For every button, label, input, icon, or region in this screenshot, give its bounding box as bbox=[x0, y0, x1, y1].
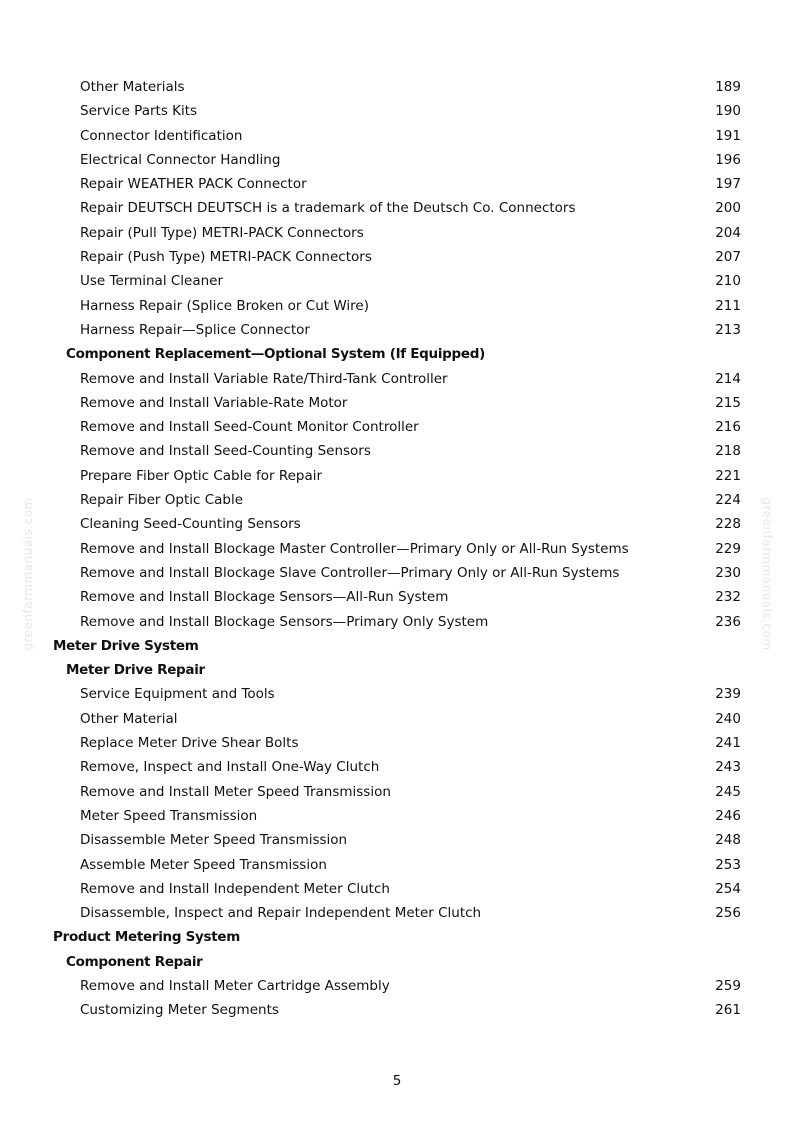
toc-entry-title: Repair WEATHER PACK Connector bbox=[80, 176, 307, 193]
toc-entry-page: 210 bbox=[715, 273, 741, 290]
toc-entry-title: Product Metering System bbox=[53, 929, 241, 946]
toc-entry-page: 229 bbox=[715, 540, 741, 557]
toc-entry[interactable] bbox=[0, 512, 794, 536]
toc-entry-page: 221 bbox=[715, 467, 741, 484]
toc-entry-page: 239 bbox=[715, 686, 741, 703]
toc-section-heading[interactable] bbox=[0, 634, 794, 658]
toc-section-heading[interactable] bbox=[0, 658, 794, 682]
toc-entry-title: Remove and Install Variable-Rate Motor bbox=[80, 394, 348, 411]
page-number: 5 bbox=[392, 1073, 402, 1089]
toc-entry-title: Other Materials bbox=[80, 79, 185, 95]
toc-entry[interactable] bbox=[0, 148, 794, 172]
toc-entry-title: Disassemble Meter Speed Transmission bbox=[80, 832, 348, 849]
toc-entry-title: Remove and Install Blockage Master Controller—Primary Only or All-Run Systems bbox=[80, 540, 629, 557]
toc-entry-page: 240 bbox=[715, 710, 741, 727]
toc-entry-page: 224 bbox=[715, 492, 741, 509]
watermark-right: greenfarmmanuals.com bbox=[760, 497, 774, 651]
toc-entry[interactable] bbox=[0, 464, 794, 488]
toc-entry-page: 230 bbox=[715, 564, 741, 581]
toc-entry[interactable] bbox=[0, 585, 794, 609]
toc-entry-title: Meter Drive Repair bbox=[66, 662, 205, 679]
toc-entry-page: 213 bbox=[715, 321, 741, 338]
toc-entry-page: 190 bbox=[715, 103, 741, 120]
toc-entry-title: Remove and Install Blockage Sensors—All-Run System bbox=[80, 589, 449, 606]
toc-entry[interactable] bbox=[0, 974, 794, 998]
toc-entry-title: Harness Repair (Splice Broken or Cut Wire) bbox=[80, 297, 369, 314]
toc-entry[interactable] bbox=[0, 707, 794, 731]
toc-entry-page: 214 bbox=[715, 370, 741, 387]
toc-entry-title: Use Terminal Cleaner bbox=[80, 273, 224, 290]
toc-entry-title: Disassemble, Inspect and Repair Independent Meter Clutch bbox=[80, 905, 482, 922]
toc-entry-title: Repair DEUTSCH DEUTSCH is a trademark of the Deutsch Co. Connectors bbox=[80, 200, 576, 217]
toc-entry-page: 215 bbox=[715, 394, 741, 411]
toc-entry-title: Assemble Meter Speed Transmission bbox=[80, 856, 327, 873]
toc-entry-page: 211 bbox=[715, 297, 741, 314]
toc-entry[interactable] bbox=[0, 610, 794, 634]
toc-entry-page: 204 bbox=[715, 224, 741, 241]
toc-entry-title: Remove and Install Independent Meter Clutch bbox=[80, 880, 390, 897]
table-of-contents bbox=[0, 75, 794, 1023]
toc-entry[interactable] bbox=[0, 998, 794, 1022]
toc-entry-title: Harness Repair—Splice Connector bbox=[80, 321, 310, 338]
toc-entry-page: 259 bbox=[715, 977, 741, 994]
toc-entry[interactable] bbox=[0, 196, 794, 220]
toc-entry[interactable] bbox=[0, 367, 794, 391]
toc-entry-title: Remove and Install Seed-Counting Sensors bbox=[80, 443, 371, 460]
toc-entry-page: 232 bbox=[715, 589, 741, 606]
toc-entry[interactable] bbox=[0, 877, 794, 901]
toc-entry[interactable] bbox=[0, 853, 794, 877]
toc-entry-title: Remove and Install Meter Speed Transmission bbox=[80, 783, 391, 800]
toc-entry[interactable] bbox=[0, 488, 794, 512]
toc-entry[interactable] bbox=[0, 537, 794, 561]
toc-entry-page: 254 bbox=[715, 880, 741, 897]
toc-entry-page: 246 bbox=[715, 807, 741, 824]
toc-entry-title: Remove and Install Blockage Sensors—Primary Only System bbox=[80, 613, 489, 630]
toc-entry[interactable] bbox=[0, 682, 794, 706]
toc-entry[interactable] bbox=[0, 318, 794, 342]
toc-entry-page: 245 bbox=[715, 783, 741, 800]
toc-entry-page: 256 bbox=[715, 905, 741, 922]
toc-entry-page: 191 bbox=[715, 127, 741, 144]
toc-entry[interactable] bbox=[0, 99, 794, 123]
toc-entry-page: 200 bbox=[715, 200, 741, 217]
toc-entry-title: Other Material bbox=[80, 710, 178, 727]
toc-entry-title: Component Repair bbox=[66, 953, 203, 970]
toc-entry-title: Remove and Install Blockage Slave Controller—Primary Only or All-Run Systems bbox=[80, 564, 620, 581]
watermark-left: greenfarmmanuals.com bbox=[21, 497, 35, 651]
toc-entry[interactable] bbox=[0, 391, 794, 415]
toc-entry-title: Remove and Install Meter Cartridge Assembly bbox=[80, 977, 390, 994]
toc-entry-page: 253 bbox=[715, 856, 741, 873]
toc-entry[interactable] bbox=[0, 804, 794, 828]
toc-entry[interactable] bbox=[0, 561, 794, 585]
toc-entry[interactable] bbox=[0, 828, 794, 852]
toc-entry-title: Component Replacement—Optional System (If Equipped) bbox=[66, 346, 486, 363]
toc-entry[interactable] bbox=[0, 124, 794, 148]
toc-section-heading[interactable] bbox=[0, 342, 794, 366]
toc-entry-title: Repair Fiber Optic Cable bbox=[80, 492, 244, 509]
toc-entry-page: 197 bbox=[715, 176, 741, 193]
toc-entry-title: Remove and Install Variable Rate/Third-Tank Controller bbox=[80, 370, 448, 387]
toc-section-heading[interactable] bbox=[0, 925, 794, 949]
toc-entry-title: Prepare Fiber Optic Cable for Repair bbox=[80, 467, 323, 484]
toc-entry-title: Repair (Pull Type) METRI-PACK Connectors bbox=[80, 224, 364, 241]
toc-entry-title: Repair (Push Type) METRI-PACK Connectors bbox=[80, 249, 372, 266]
toc-entry[interactable] bbox=[0, 269, 794, 293]
toc-entry[interactable] bbox=[0, 172, 794, 196]
toc-entry-title: Electrical Connector Handling bbox=[80, 151, 281, 168]
toc-entry[interactable] bbox=[0, 294, 794, 318]
toc-entry[interactable] bbox=[0, 731, 794, 755]
toc-entry[interactable] bbox=[0, 245, 794, 269]
toc-entry[interactable] bbox=[0, 755, 794, 779]
toc-entry-title: Replace Meter Drive Shear Bolts bbox=[80, 735, 299, 752]
toc-entry-title: Service Parts Kits bbox=[80, 103, 198, 120]
toc-entry-title: Remove and Install Seed-Count Monitor Controller bbox=[80, 419, 419, 436]
toc-entry[interactable] bbox=[0, 780, 794, 804]
toc-entry-page: 216 bbox=[715, 419, 741, 436]
toc-section-heading[interactable] bbox=[0, 950, 794, 974]
toc-entry-page: 261 bbox=[715, 1002, 741, 1019]
toc-entry-page: 248 bbox=[715, 832, 741, 849]
toc-entry[interactable] bbox=[0, 221, 794, 245]
toc-entry[interactable] bbox=[0, 901, 794, 925]
toc-entry-page: 207 bbox=[715, 249, 741, 266]
toc-entry-page: 196 bbox=[715, 151, 741, 168]
toc-entry-title: Cleaning Seed-Counting Sensors bbox=[80, 516, 301, 533]
toc-entry-page: 236 bbox=[715, 613, 741, 630]
toc-entry-title: Remove, Inspect and Install One-Way Clutch bbox=[80, 759, 380, 776]
toc-entry[interactable] bbox=[0, 75, 794, 99]
toc-entry-title: Service Equipment and Tools bbox=[80, 686, 275, 703]
toc-entry-page: 243 bbox=[715, 759, 741, 776]
toc-entry-page: 218 bbox=[715, 443, 741, 460]
toc-entry-title: Meter Speed Transmission bbox=[80, 807, 258, 824]
toc-entry-page: 241 bbox=[715, 735, 741, 752]
toc-entry-title: Connector Identification bbox=[80, 127, 243, 144]
toc-entry-page: 189 bbox=[715, 79, 741, 95]
toc-entry[interactable] bbox=[0, 439, 794, 463]
toc-entry[interactable] bbox=[0, 415, 794, 439]
toc-entry-page: 228 bbox=[715, 516, 741, 533]
toc-entry-title: Customizing Meter Segments bbox=[80, 1002, 279, 1019]
toc-entry-title: Meter Drive System bbox=[53, 637, 199, 654]
